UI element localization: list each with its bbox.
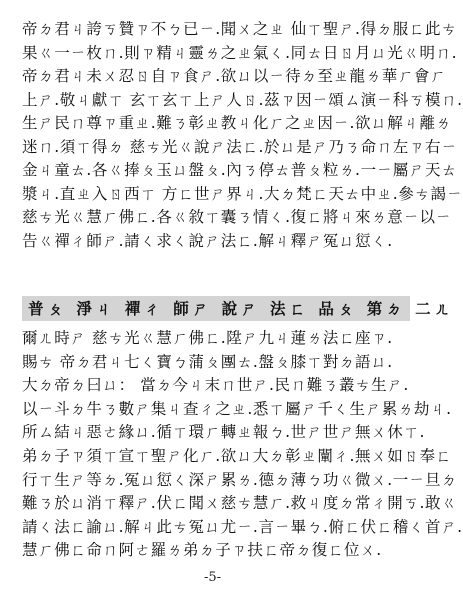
text-line: 行ㄒ生ㄕ等ㄉ.冤ㄩ愆ㄑ深ㄕ累ㄌ.德ㄉ薄ㄅ功ㄍ微ㄨ.一ㄧ旦ㄉ — [22, 470, 458, 489]
text-line: 難ㄋ於ㄩ消ㄒ釋ㄕ.伏ㄈ聞ㄨ慈ㄘ慧ㄏ.救ㄐ度ㄉ常ㄔ開ㄎ.敢ㄍ — [22, 494, 458, 513]
text-line: 金ㄐ童ㄊ.各ㄍ捧ㄆ玉ㄩ盤ㄆ.內ㄋ停ㄊ普ㄆ粒ㄌ.一ㄧ屬ㄕ天ㄊ — [22, 161, 458, 179]
body-text-top — [22, 18, 463, 253]
text-line: 告ㄍ禪ㄔ師ㄕ.請ㄑ求ㄑ說ㄕ法ㄈ.解ㄐ釋ㄕ冤ㄩ愆ㄑ. — [22, 231, 393, 250]
text-line: 賜ㄘ 帝ㄉ君ㄐ七ㄑ寶ㄅ蒲ㄆ團ㄊ.盤ㄆ膝ㄒ對ㄉ語ㄩ. — [22, 352, 393, 371]
text-line: 上ㄕ.敬ㄐ獻ㄒ 玄ㄒ玄ㄒ上ㄕ人ㄖ.茲ㄗ因ㄧ頌ㄙ演ㄧ科ㄎ模ㄇ. — [22, 90, 463, 109]
text-line: 慧ㄏ佛ㄈ命ㄇ阿ㄜ羅ㄌ弟ㄉ子ㄗ扶ㄈ帝ㄉ復ㄈ位ㄨ. — [22, 541, 382, 560]
text-line: 漿ㄐ.直ㄓ入ㄖ西ㄒ 方ㄈ世ㄕ界ㄐ.大ㄉ梵ㄈ天ㄊ中ㄓ.參ㄘ謁ㄧ — [22, 184, 463, 203]
text-line: 慈ㄘ光ㄍ慧ㄏ佛ㄈ.各ㄍ敘ㄒ囊ㄋ情ㄑ.復ㄈ將ㄐ來ㄌ意ㄧ以ㄧ — [22, 208, 452, 226]
text-line: 請ㄑ法ㄈ諭ㄩ.解ㄐ此ㄘ冤ㄩ尤ㄧ.言ㄧ畢ㄅ.俯ㄈ伏ㄈ稽ㄑ首ㄕ. — [22, 517, 463, 536]
page-number: -5- — [203, 570, 222, 585]
text-line: 迷ㄇ.須ㄒ得ㄉ 慈ㄘ光ㄍ說ㄕ法ㄈ.於ㄩ是ㄕ乃ㄋ命ㄇ左ㄗ右ㄧ — [22, 137, 458, 156]
text-line: 大ㄉ帝ㄉ曰ㄩ： 當ㄉ今ㄐ末ㄇ世ㄕ.民ㄇ難ㄋ叢ㄘ生ㄕ. — [22, 376, 409, 395]
text-line: 生ㄕ民ㄇ尊ㄗ重ㄓ.難ㄋ彰ㄓ教ㄐ化ㄏ之ㄓ因ㄧ.欲ㄩ解ㄐ離ㄌ — [22, 114, 452, 132]
chapter-title: 普ㄆ 淨ㄐ 禪ㄔ 師ㄕ 說ㄕ 法ㄈ 品ㄆ 第ㄉ 二ㄦ — [28, 299, 455, 318]
text-line: 爾ㄦ時ㄕ 慈ㄘ光ㄍ慧ㄏ佛ㄈ.陞ㄕ九ㄐ蓮ㄌ法ㄈ座ㄗ. — [22, 329, 393, 347]
text-line: 所ㄙ結ㄐ惡ㄜ緣ㄩ.循ㄒ環ㄏ轉ㄓ報ㄅ.世ㄕ世ㄕ無ㄨ休ㄒ. — [22, 423, 425, 442]
text-line: 帝ㄉ君ㄐ未ㄨ忍ㄖ自ㄗ食ㄕ.欲ㄩ以ㄧ待ㄉ至ㄓ龍ㄌ華ㄏ會ㄏ — [22, 67, 447, 85]
text-line: 以ㄧ斗ㄉ牛ㄋ數ㄕ集ㄐ查ㄔ之ㄓ.悉ㄒ屬ㄕ千ㄑ生ㄕ累ㄌ劫ㄐ. — [22, 399, 452, 418]
chapter-heading-bar — [22, 296, 455, 321]
text-line: 帝ㄉ君ㄐ誇ㄎ贊ㄗ不ㄅ已ㄧ.聞ㄨ之ㄓ 仙ㄒ聖ㄕ.得ㄉ服ㄈ此ㄘ — [22, 20, 458, 38]
text-line: 果ㄍ一ㄧ枚ㄇ.則ㄗ精ㄐ靈ㄌ之ㄓ氣ㄑ.同ㄊ日ㄖ月ㄩ光ㄍ明ㄇ. — [22, 43, 458, 62]
body-text-bottom — [22, 327, 463, 563]
text-line: 弟ㄉ子ㄗ須ㄒ宣ㄒ聖ㄕ化ㄏ.欲ㄩ大ㄉ彰ㄓ闡ㄔ.無ㄨ如ㄖ奉ㄈ — [22, 446, 452, 465]
